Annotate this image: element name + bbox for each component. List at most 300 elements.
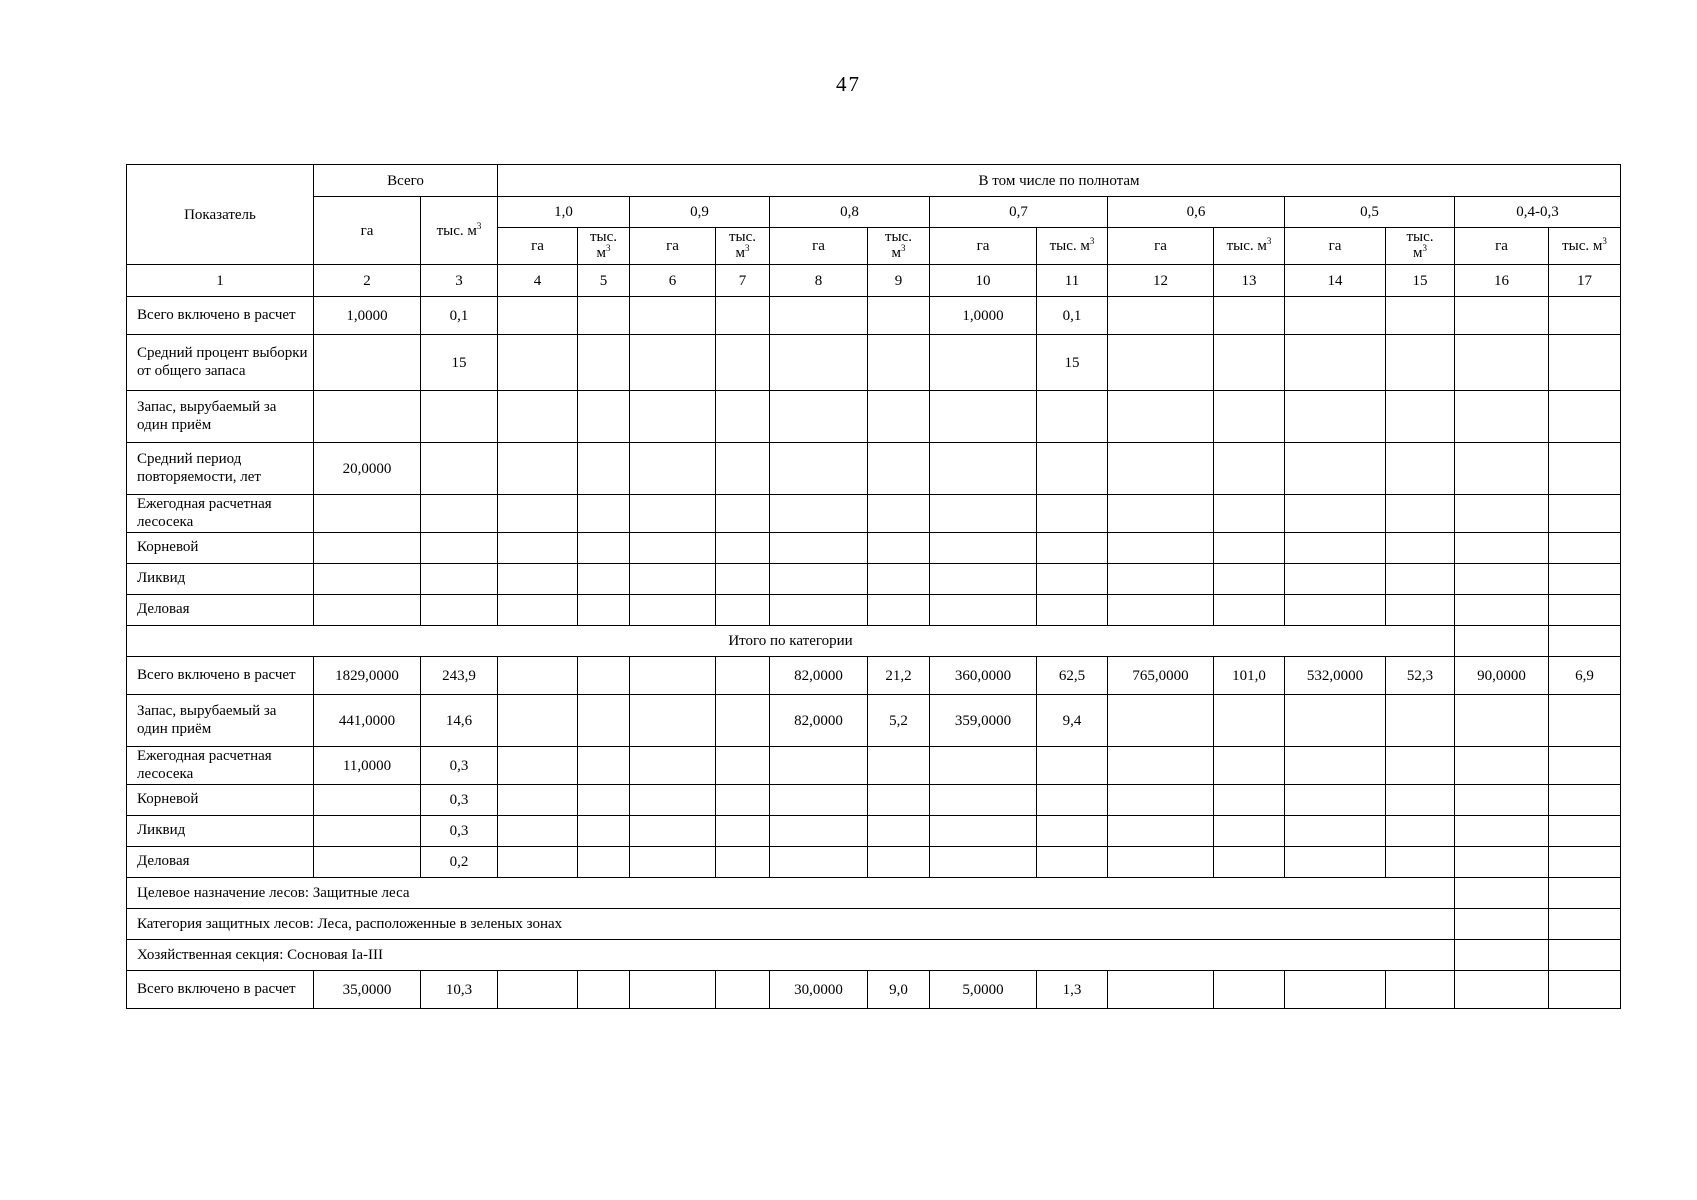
table-cell — [498, 297, 578, 335]
table-cell — [630, 443, 716, 495]
table-cell — [1386, 695, 1455, 747]
table-cell: 21,2 — [868, 657, 930, 695]
table-cell — [421, 443, 498, 495]
table-cell — [1549, 595, 1621, 626]
table-cell — [630, 297, 716, 335]
table-cell — [630, 747, 716, 785]
unit-volume-header: тыс. $м^3$ — [578, 228, 630, 265]
table-cell — [578, 695, 630, 747]
table-cell — [1214, 695, 1285, 747]
table-cell: 532,0000 — [1285, 657, 1386, 695]
column-number: 7 — [716, 265, 770, 297]
table-cell: 5,0000 — [930, 971, 1037, 1009]
table-cell — [1037, 391, 1108, 443]
table-cell — [1549, 847, 1621, 878]
table-cell — [314, 816, 421, 847]
table-cell — [1108, 443, 1214, 495]
table-cell — [1037, 595, 1108, 626]
table-cell — [1037, 443, 1108, 495]
unit-ha-header: га — [630, 228, 716, 265]
table-cell — [1455, 564, 1549, 595]
table-cell — [578, 816, 630, 847]
table-cell — [1285, 816, 1386, 847]
table-cell — [1214, 595, 1285, 626]
table-cell — [1386, 533, 1455, 564]
table-cell — [1549, 495, 1621, 533]
table-cell — [1386, 847, 1455, 878]
table-cell: 765,0000 — [1108, 657, 1214, 695]
table-cell — [868, 747, 930, 785]
table-cell — [930, 495, 1037, 533]
table-cell — [770, 595, 868, 626]
table-cell — [716, 533, 770, 564]
table-cell — [1455, 909, 1549, 940]
table-cell — [1214, 335, 1285, 391]
row-label: Всего включено в расчет — [127, 971, 314, 1009]
table-row — [127, 495, 1621, 533]
indicator-header: Показатель — [127, 165, 314, 265]
table-cell — [868, 391, 930, 443]
table-cell — [314, 847, 421, 878]
column-number: 9 — [868, 265, 930, 297]
table-cell — [630, 564, 716, 595]
table-cell — [1108, 816, 1214, 847]
unit-ha-header: га — [1285, 228, 1386, 265]
table-row — [127, 695, 1621, 747]
table-cell — [1214, 533, 1285, 564]
table-cell — [314, 391, 421, 443]
table-cell — [1285, 564, 1386, 595]
table-cell — [930, 785, 1037, 816]
table-cell — [1037, 816, 1108, 847]
row-label: Ликвид — [127, 816, 314, 847]
table-cell — [578, 747, 630, 785]
table-row — [127, 595, 1621, 626]
table-cell — [578, 847, 630, 878]
density-header: 0,9 — [630, 197, 770, 228]
table-cell — [498, 564, 578, 595]
table-row — [127, 657, 1621, 695]
unit-volume-header: тыс. $м^3$ — [1549, 228, 1621, 265]
table-cell: 35,0000 — [314, 971, 421, 1009]
table-cell — [1549, 533, 1621, 564]
table-row — [127, 443, 1621, 495]
table-cell — [578, 335, 630, 391]
table-cell — [314, 335, 421, 391]
unit-volume-header: тыс. $м^3$ — [1037, 228, 1108, 265]
table-cell — [1386, 785, 1455, 816]
unit-ha-header: га — [1108, 228, 1214, 265]
table-cell — [1549, 940, 1621, 971]
density-header: 0,8 — [770, 197, 930, 228]
table-cell — [1285, 443, 1386, 495]
table-cell — [314, 533, 421, 564]
table-cell — [1285, 533, 1386, 564]
table-cell — [1386, 297, 1455, 335]
table-cell — [498, 847, 578, 878]
table-row — [127, 564, 1621, 595]
table-cell — [630, 495, 716, 533]
table-cell — [314, 564, 421, 595]
table-cell — [630, 533, 716, 564]
unit-ha-header: га — [1455, 228, 1549, 265]
unit-ha-header: га — [770, 228, 868, 265]
table-cell: 0,3 — [421, 747, 498, 785]
table-cell — [1108, 785, 1214, 816]
table-cell — [1214, 785, 1285, 816]
unit-ha-header: га — [498, 228, 578, 265]
table-cell — [1455, 495, 1549, 533]
table-cell — [770, 785, 868, 816]
table-cell — [1214, 847, 1285, 878]
table-cell — [930, 391, 1037, 443]
table-row — [127, 533, 1621, 564]
allowable-cut-table — [126, 164, 1621, 1009]
table-cell: 360,0000 — [930, 657, 1037, 695]
row-label: Ликвид — [127, 564, 314, 595]
total-volume-header: тыс. $м^3$ — [421, 197, 498, 265]
table-cell — [421, 533, 498, 564]
table-cell — [578, 595, 630, 626]
table-cell — [770, 391, 868, 443]
table-cell — [930, 533, 1037, 564]
table-cell — [1386, 391, 1455, 443]
table-cell — [868, 335, 930, 391]
section-total-row — [127, 626, 1621, 657]
table-cell — [1214, 747, 1285, 785]
table-cell: 359,0000 — [930, 695, 1037, 747]
table-cell: 6,9 — [1549, 657, 1621, 695]
unit-volume-header: тыс. $м^3$ — [868, 228, 930, 265]
table-cell — [1549, 626, 1621, 657]
table-cell: 15 — [421, 335, 498, 391]
column-number: 8 — [770, 265, 868, 297]
density-header: 0,4-0,3 — [1455, 197, 1621, 228]
table-cell: 1,0000 — [930, 297, 1037, 335]
table-cell — [1549, 971, 1621, 1009]
table-cell — [1037, 785, 1108, 816]
table-cell — [1285, 695, 1386, 747]
table-cell: 82,0000 — [770, 695, 868, 747]
table-row — [127, 971, 1621, 1009]
table-cell: 0,3 — [421, 816, 498, 847]
table-cell — [421, 564, 498, 595]
column-number: 1 — [127, 265, 314, 297]
table-cell — [1285, 785, 1386, 816]
table-cell — [1386, 443, 1455, 495]
table-cell — [630, 391, 716, 443]
table-cell — [578, 297, 630, 335]
table-cell — [930, 335, 1037, 391]
table-cell — [630, 816, 716, 847]
table-cell — [1214, 495, 1285, 533]
table-row — [127, 847, 1621, 878]
table-cell — [1108, 747, 1214, 785]
table-cell — [716, 816, 770, 847]
column-number: 11 — [1037, 265, 1108, 297]
table-cell — [1386, 595, 1455, 626]
table-cell — [770, 297, 868, 335]
table-cell: 14,6 — [421, 695, 498, 747]
table-cell — [498, 443, 578, 495]
table-cell — [1455, 695, 1549, 747]
by-density-header: В том числе по полнотам — [498, 165, 1621, 197]
table-cell — [498, 695, 578, 747]
table-cell — [868, 297, 930, 335]
table-cell — [630, 335, 716, 391]
table-row — [127, 335, 1621, 391]
table-cell: 1,0000 — [314, 297, 421, 335]
row-label: Запас, вырубаемый за один приём — [127, 391, 314, 443]
table-cell — [1285, 495, 1386, 533]
table-cell — [498, 533, 578, 564]
table-cell: 1,3 — [1037, 971, 1108, 1009]
table-cell — [1037, 747, 1108, 785]
table-cell: 243,9 — [421, 657, 498, 695]
table-cell — [868, 533, 930, 564]
table-cell — [578, 443, 630, 495]
table-cell — [1549, 878, 1621, 909]
table-cell — [1549, 443, 1621, 495]
table-cell — [1455, 443, 1549, 495]
table-cell — [578, 533, 630, 564]
density-header: 0,7 — [930, 197, 1108, 228]
table-cell: 20,0000 — [314, 443, 421, 495]
column-number: 6 — [630, 265, 716, 297]
row-label: Запас, вырубаемый за один приём — [127, 695, 314, 747]
table-cell — [1549, 335, 1621, 391]
table-cell — [578, 564, 630, 595]
column-number: 16 — [1455, 265, 1549, 297]
table-cell — [498, 971, 578, 1009]
table-cell — [716, 297, 770, 335]
table-cell: 90,0000 — [1455, 657, 1549, 695]
table-cell: 0,3 — [421, 785, 498, 816]
table-cell — [930, 747, 1037, 785]
table-cell — [1386, 495, 1455, 533]
table-cell — [1285, 391, 1386, 443]
table-cell — [498, 595, 578, 626]
table-cell — [770, 443, 868, 495]
total-header: Всего — [314, 165, 498, 197]
table-cell — [770, 335, 868, 391]
table-cell — [716, 657, 770, 695]
table-cell — [1455, 847, 1549, 878]
table-cell — [716, 785, 770, 816]
table-cell — [716, 443, 770, 495]
info-row — [127, 940, 1621, 971]
info-row — [127, 909, 1621, 940]
table-cell — [1549, 785, 1621, 816]
table-cell — [1386, 335, 1455, 391]
table-cell — [1455, 878, 1549, 909]
table-cell — [1037, 847, 1108, 878]
table-cell — [421, 595, 498, 626]
table-cell — [1455, 747, 1549, 785]
table-cell — [930, 564, 1037, 595]
table-cell — [1549, 816, 1621, 847]
table-row — [127, 391, 1621, 443]
table-cell — [1455, 971, 1549, 1009]
table-cell: 0,2 — [421, 847, 498, 878]
table-cell — [716, 564, 770, 595]
table-cell: 0,1 — [1037, 297, 1108, 335]
table-cell — [868, 495, 930, 533]
table-cell — [1108, 971, 1214, 1009]
table-cell — [1549, 391, 1621, 443]
table-cell — [578, 785, 630, 816]
unit-volume-header: тыс. $м^3$ — [716, 228, 770, 265]
unit-volume-header: тыс. $м^3$ — [1386, 228, 1455, 265]
table-cell — [1108, 335, 1214, 391]
table-cell — [314, 495, 421, 533]
section-total-row-text: Итого по категории — [127, 626, 1455, 657]
row-label: Средний период повторяемости, лет — [127, 443, 314, 495]
table-cell — [578, 971, 630, 1009]
table-cell: 15 — [1037, 335, 1108, 391]
table-cell — [868, 443, 930, 495]
table-row — [127, 297, 1621, 335]
table-cell — [770, 847, 868, 878]
column-number: 15 — [1386, 265, 1455, 297]
column-number-row — [127, 265, 1621, 297]
row-label: Корневой — [127, 533, 314, 564]
table-cell — [1214, 297, 1285, 335]
column-number: 4 — [498, 265, 578, 297]
table-cell — [1108, 564, 1214, 595]
table-cell — [314, 785, 421, 816]
table-row — [127, 785, 1621, 816]
table-cell — [421, 495, 498, 533]
table-cell — [1108, 847, 1214, 878]
table-cell — [1214, 971, 1285, 1009]
table-cell — [1285, 297, 1386, 335]
column-number: 12 — [1108, 265, 1214, 297]
table-cell — [1214, 391, 1285, 443]
table-cell: 9,4 — [1037, 695, 1108, 747]
table-cell — [630, 785, 716, 816]
row-label: Всего включено в расчет — [127, 657, 314, 695]
table-cell — [630, 657, 716, 695]
table-cell — [1285, 595, 1386, 626]
table-cell — [868, 847, 930, 878]
table-cell — [498, 335, 578, 391]
table-cell — [716, 595, 770, 626]
table-cell: 30,0000 — [770, 971, 868, 1009]
column-number: 13 — [1214, 265, 1285, 297]
table-cell — [1455, 391, 1549, 443]
table-row — [127, 747, 1621, 785]
table-cell — [1386, 747, 1455, 785]
table-cell: 0,1 — [421, 297, 498, 335]
table-cell — [1285, 971, 1386, 1009]
table-cell — [716, 971, 770, 1009]
column-number: 3 — [421, 265, 498, 297]
table-cell — [930, 816, 1037, 847]
table-cell — [716, 335, 770, 391]
table-cell — [1386, 564, 1455, 595]
table-cell — [1455, 816, 1549, 847]
table-cell — [498, 391, 578, 443]
table-cell — [630, 847, 716, 878]
table-cell — [716, 391, 770, 443]
table-cell — [1214, 443, 1285, 495]
table-cell — [770, 495, 868, 533]
row-label: Деловая — [127, 847, 314, 878]
table-cell — [1108, 391, 1214, 443]
table-cell — [1108, 595, 1214, 626]
table-cell — [1549, 297, 1621, 335]
table-cell — [716, 495, 770, 533]
table-cell — [1214, 816, 1285, 847]
table-cell: 82,0000 — [770, 657, 868, 695]
table-cell — [1108, 297, 1214, 335]
density-header: 0,5 — [1285, 197, 1455, 228]
table-cell — [498, 657, 578, 695]
table-body — [127, 297, 1621, 1009]
table-cell — [1386, 816, 1455, 847]
table-cell — [1455, 297, 1549, 335]
table-cell — [314, 595, 421, 626]
table-cell — [1455, 595, 1549, 626]
info-row — [127, 878, 1621, 909]
table-cell — [498, 785, 578, 816]
table-row — [127, 816, 1621, 847]
table-cell — [1455, 533, 1549, 564]
row-label: Средний процент выборки от общего запаса — [127, 335, 314, 391]
table-cell — [578, 391, 630, 443]
table-cell — [630, 695, 716, 747]
table-cell — [1455, 940, 1549, 971]
table-cell — [930, 443, 1037, 495]
column-number: 2 — [314, 265, 421, 297]
row-label: Всего включено в расчет — [127, 297, 314, 335]
table-cell — [770, 564, 868, 595]
column-number: 14 — [1285, 265, 1386, 297]
column-number: 5 — [578, 265, 630, 297]
table-cell: 101,0 — [1214, 657, 1285, 695]
table-cell — [930, 595, 1037, 626]
table-cell — [498, 816, 578, 847]
row-label: Деловая — [127, 595, 314, 626]
table-cell — [1108, 533, 1214, 564]
table-cell — [1455, 626, 1549, 657]
table-cell — [1455, 785, 1549, 816]
table-cell: 52,3 — [1386, 657, 1455, 695]
table-cell — [716, 695, 770, 747]
table-cell — [1108, 495, 1214, 533]
table-cell: 11,0000 — [314, 747, 421, 785]
table-cell: 441,0000 — [314, 695, 421, 747]
total-ha-header: га — [314, 197, 421, 265]
table-cell — [1108, 695, 1214, 747]
table-cell — [1549, 564, 1621, 595]
table-cell — [868, 564, 930, 595]
column-number: 10 — [930, 265, 1037, 297]
table-cell — [770, 816, 868, 847]
table-cell — [630, 595, 716, 626]
table-cell: 10,3 — [421, 971, 498, 1009]
row-label: Ежегодная расчетная лесосека — [127, 747, 314, 785]
table-cell — [1037, 533, 1108, 564]
table-cell — [1037, 495, 1108, 533]
density-header: 0,6 — [1108, 197, 1285, 228]
table-cell — [770, 533, 868, 564]
page-number: 47 — [836, 72, 861, 96]
table-cell — [578, 495, 630, 533]
row-label: Корневой — [127, 785, 314, 816]
table-cell — [1285, 847, 1386, 878]
